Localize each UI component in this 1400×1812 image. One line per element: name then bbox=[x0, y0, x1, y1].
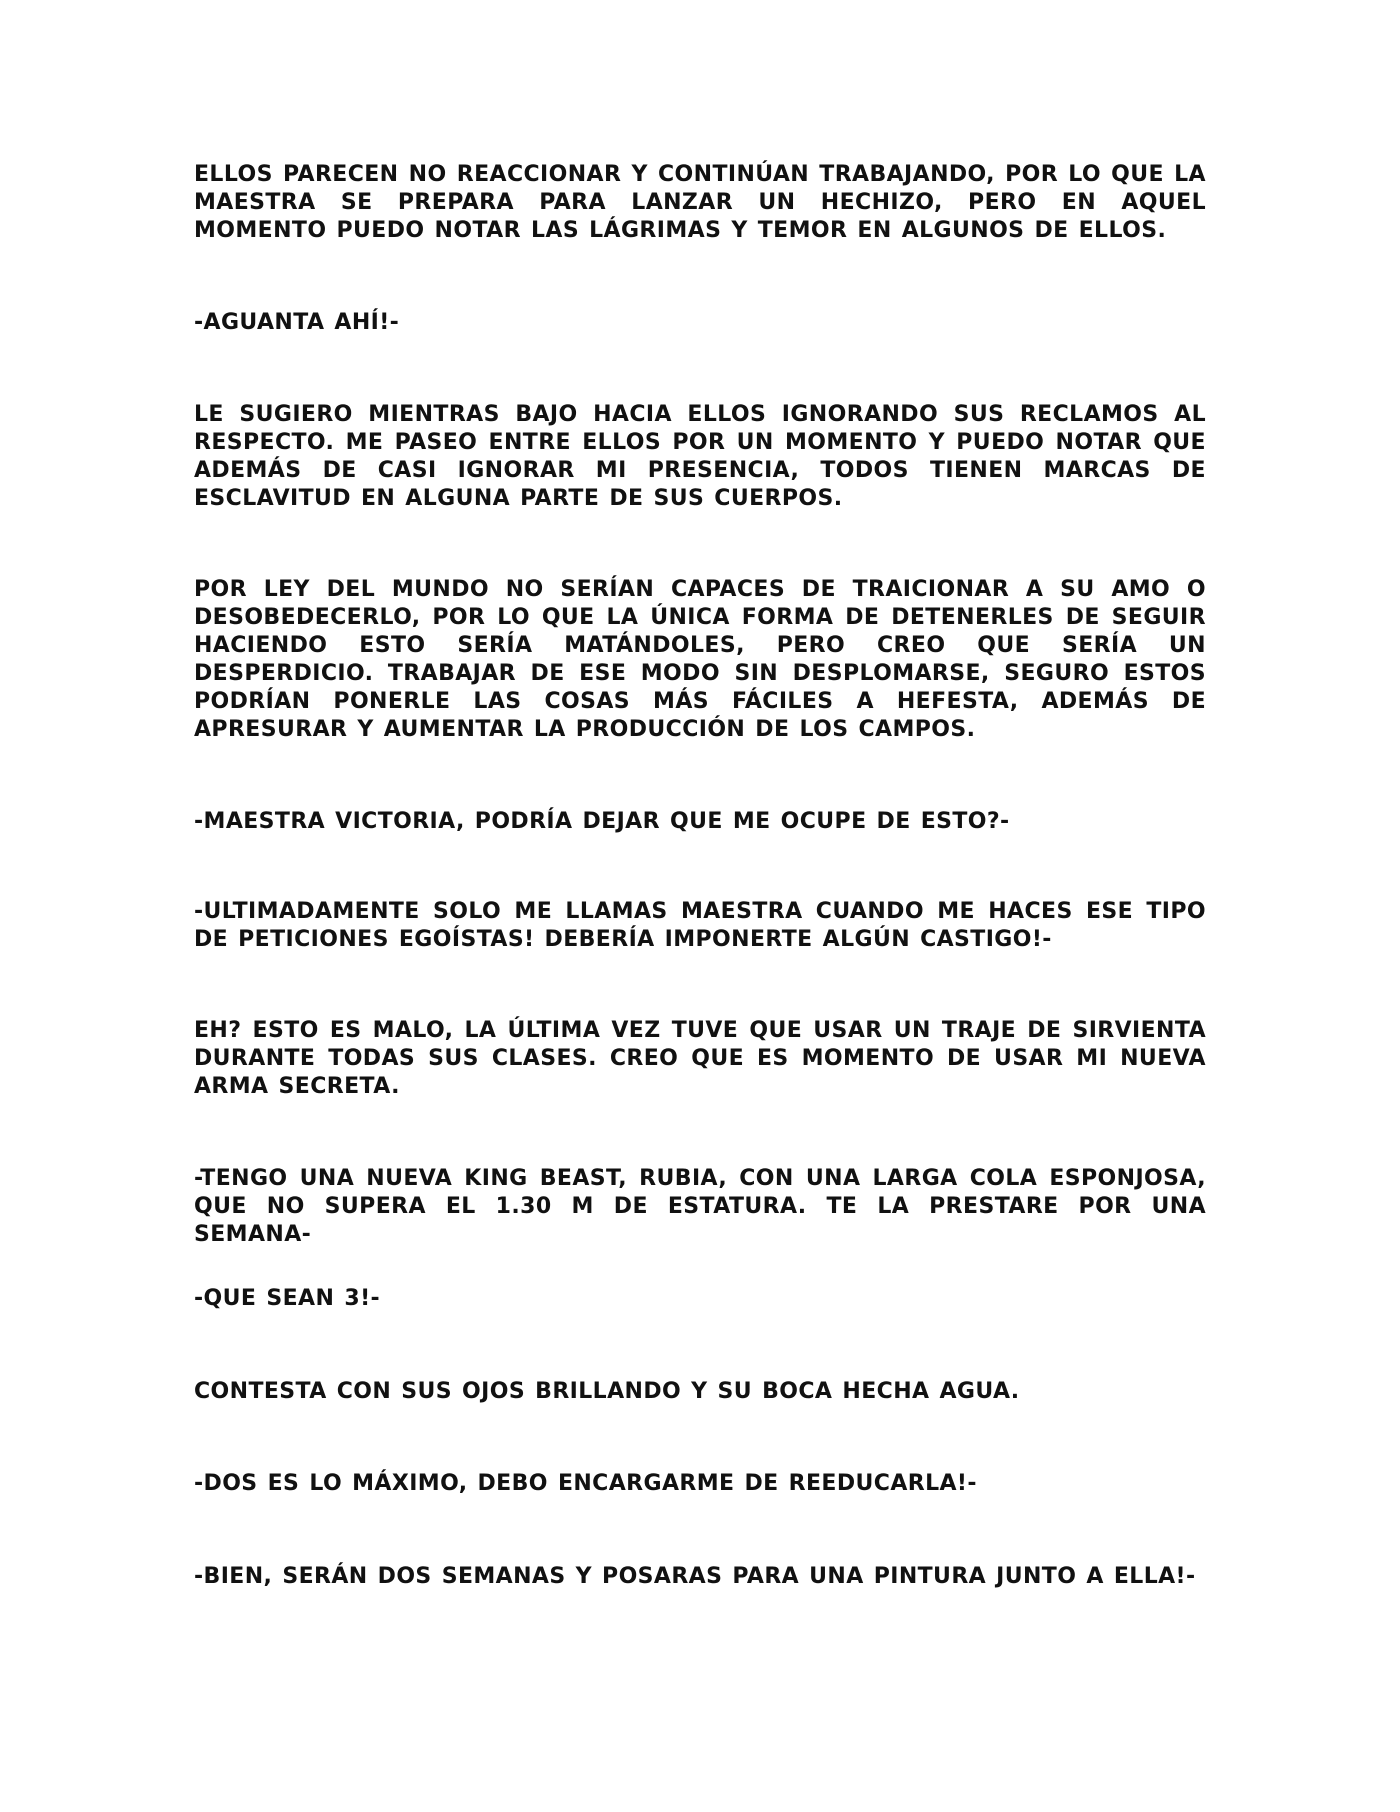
dialogue-line: -BIEN, SERÁN DOS SEMANAS Y POSARAS PARA UNA PINTURA JUNTO A ELLA!- bbox=[194, 1564, 1196, 1589]
narration-paragraph: LE SUGIERO MIENTRAS BAJO HACIA ELLOS IGNORANDO SUS RECLAMOS AL RESPECTO. ME PASEO ENTRE ELLOS POR UN MOMENTO Y PUEDO NOTAR QUE ADEMÁS DE CASI IGNORAR MI PRESENCIA, TODOS TIENEN MARCAS DE ESCLAVITUD EN ALGUNA PARTE DE SUS CUERPOS. bbox=[194, 402, 1206, 511]
narration-paragraph: POR LEY DEL MUNDO NO SERÍAN CAPACES DE TRAICIONAR A SU AMO O DESOBEDECERLO, POR LO QUE LA ÚNICA FORMA DE DETENERLES DE SEGUIR HACIENDO ESTO SERÍA MATÁNDOLES, PERO CREO QUE SERÍA UN DESPERDICIO. TRABAJAR DE ESE MODO SIN DESPLOMARSE, SEGURO ESTOS PODRÍAN PONERLE LAS COSAS MÁS FÁCILES A HEFESTA, ADEMÁS DE APRESURAR Y AUMENTAR LA PRODUCCIÓN DE LOS CAMPOS. bbox=[194, 577, 1206, 742]
dialogue-line: -MAESTRA VICTORIA, PODRÍA DEJAR QUE ME OCUPE DE ESTO?- bbox=[194, 809, 1010, 834]
dialogue-line: -ULTIMADAMENTE SOLO ME LLAMAS MAESTRA CUANDO ME HACES ESE TIPO DE PETICIONES EGOÍSTAS! DEBERÍA IMPONERTE ALGÚN CASTIGO!- bbox=[194, 899, 1206, 952]
dialogue-line: -QUE SEAN 3!- bbox=[194, 1286, 381, 1311]
narration-paragraph: CONTESTA CON SUS OJOS BRILLANDO Y SU BOCA HECHA AGUA. bbox=[194, 1379, 1020, 1404]
dialogue-line: -AGUANTA AHÍ!- bbox=[194, 310, 400, 335]
dialogue-line: -TENGO UNA NUEVA KING BEAST, RUBIA, CON UNA LARGA COLA ESPONJOSA, QUE NO SUPERA EL 1.30 M DE ESTATURA. TE LA PRESTARE POR UNA SEMANA- bbox=[194, 1166, 1206, 1247]
narration-paragraph: ELLOS PARECEN NO REACCIONAR Y CONTINÚAN TRABAJANDO, POR LO QUE LA MAESTRA SE PREPARA PARA LANZAR UN HECHIZO, PERO EN AQUEL MOMENTO PUEDO NOTAR LAS LÁGRIMAS Y TEMOR EN ALGUNOS DE ELLOS. bbox=[194, 162, 1206, 243]
narration-paragraph: EH? ESTO ES MALO, LA ÚLTIMA VEZ TUVE QUE USAR UN TRAJE DE SIRVIENTA DURANTE TODAS SUS CLASES. CREO QUE ES MOMENTO DE USAR MI NUEVA ARMA SECRETA. bbox=[194, 1018, 1206, 1099]
dialogue-line: -DOS ES LO MÁXIMO, DEBO ENCARGARME DE REEDUCARLA!- bbox=[194, 1471, 977, 1496]
